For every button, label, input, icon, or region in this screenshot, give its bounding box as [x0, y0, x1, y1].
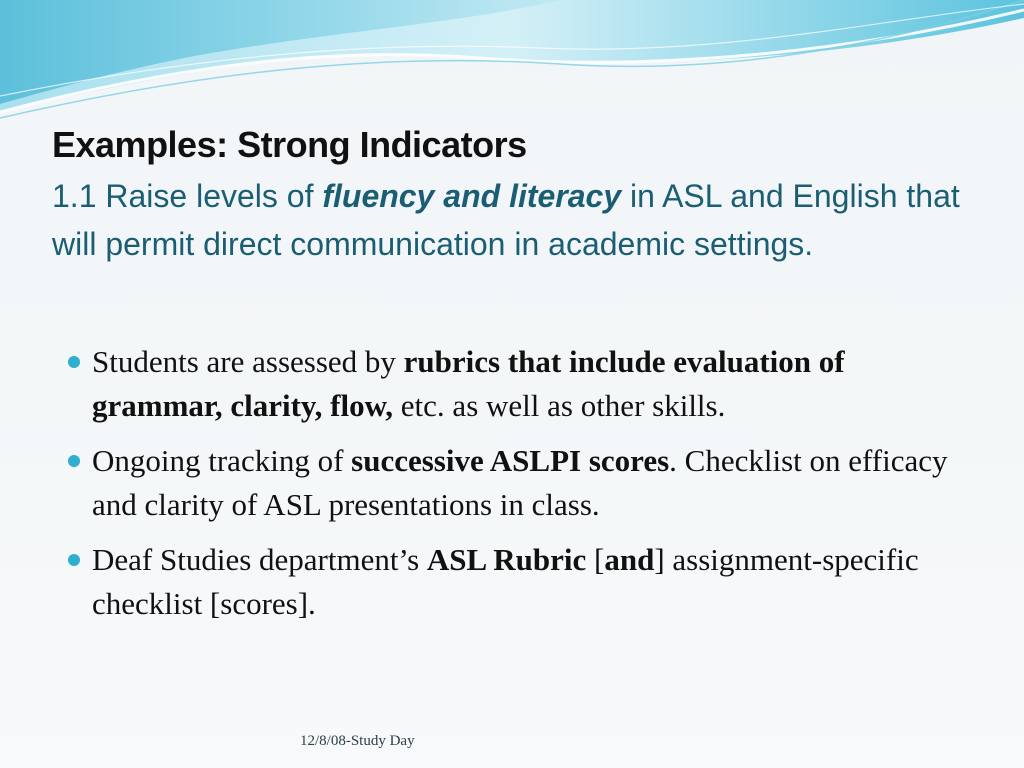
bullet-bold-text: rubrics that include evaluation of grammar, clarity, flow,	[92, 344, 845, 423]
bullet-list	[62, 340, 962, 637]
bullet-text: [	[586, 542, 605, 577]
bullet-item-aslpi	[62, 439, 962, 527]
bullet-bold-text: and	[604, 542, 655, 577]
bullet-dot-icon	[68, 554, 80, 566]
slide-title: Examples: Strong Indicators	[52, 124, 527, 165]
subtitle-emphasis: fluency and literacy	[322, 178, 622, 214]
slide-subtitle	[52, 172, 992, 268]
bullet-dot-icon	[68, 356, 80, 368]
decorative-wave-header	[0, 0, 1024, 130]
title-block	[52, 122, 992, 268]
bullet-item-rubrics	[62, 340, 962, 428]
bullet-text: . Checklist on efficacy and clarity of ASL presentations in class.	[92, 443, 948, 522]
bullet-bold-text: ASL Rubric	[426, 542, 587, 577]
bullet-item-asl-rubric	[62, 538, 962, 626]
bullet-text: Students are assessed by	[92, 344, 404, 379]
bullet-text: Deaf Studies department’s	[92, 542, 427, 577]
bullet-text: ] assignment-specific checklist [scores].	[92, 542, 919, 621]
bullet-dot-icon	[68, 455, 80, 467]
subtitle-text-pre: 1.1 Raise levels of	[52, 178, 323, 214]
bullet-text: etc. as well as other skills.	[393, 388, 726, 423]
bullet-text: Ongoing tracking of	[92, 443, 352, 478]
subtitle-text-post: in ASL and English that will permit direct communication in academic settings.	[52, 178, 960, 262]
bullet-bold-text: successive ASLPI scores	[351, 443, 670, 478]
slide-footer: 12/8/08-Study Day	[300, 733, 415, 749]
